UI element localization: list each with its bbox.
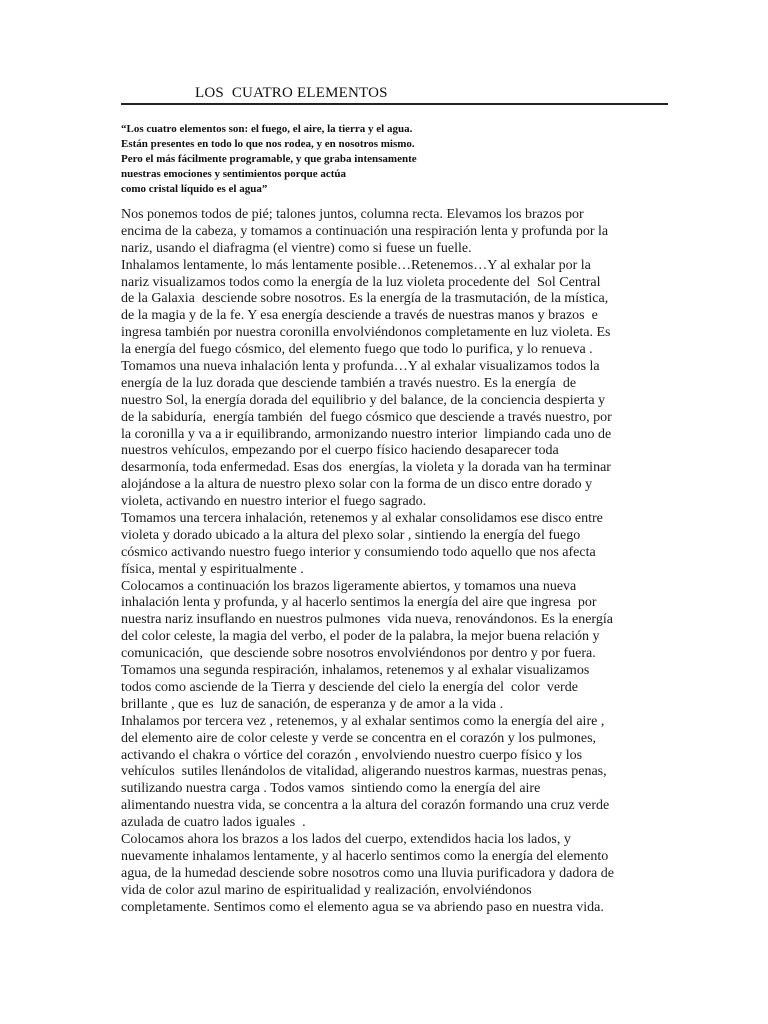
body-line: violeta y dorado ubicado a la altura del plexo solar , sintiendo la energía del fuego xyxy=(121,527,581,543)
body-line: azulada de cuatro lados iguales . xyxy=(121,815,306,831)
body-line: vida de color azul marino de espiritualidad y realización, envolviéndonos xyxy=(121,882,532,898)
body-line: del color celeste, la magia del verbo, el poder de la palabra, la mejor buena relación y xyxy=(121,629,600,645)
body-line: nariz visualizamos todos como la energía de la luz violeta procedente del Sol Central xyxy=(121,274,601,290)
body-line: ingresa también por nuestra coronilla envolviéndonos completamente en luz violeta. Es xyxy=(121,325,611,341)
body-line: nuestros vehículos, empezando por el cuerpo físico haciendo desaparecer toda xyxy=(121,443,559,459)
body-line: vehículos sutiles llenándolos de vitalidad, aligerando nuestros karmas, nuestras penas, xyxy=(121,764,607,780)
body-line: activando el chakra o vórtice del corazón , envolviendo nuestro cuerpo físico y los xyxy=(121,747,583,763)
body-line: alojándose a la altura de nuestro plexo solar con la forma de un disco entre dorado y xyxy=(121,477,593,493)
quote-line: Están presentes en todo lo que nos rodea, y en nosotros mismo. xyxy=(121,138,415,150)
quote-line: como cristal líquido es el agua” xyxy=(121,183,268,195)
body-line: la energía del fuego cósmico, del elemento fuego que todo lo purifica, y lo renueva . xyxy=(121,342,593,358)
quote-line: “Los cuatro elementos son: el fuego, el aire, la tierra y el agua. xyxy=(121,123,413,135)
body-line: todos como asciende de la Tierra y desciende del cielo la energía del color verde xyxy=(121,679,578,695)
body-line: nariz, usando el diafragma (el vientre) como si fuese un fuelle. xyxy=(121,240,472,256)
body-line: comunicación, que desciende sobre nosotros envolviéndonos por dentro y por fuera. xyxy=(121,646,596,662)
body-line: encima de la cabeza, y tomamos a continuación una respiración lenta y profunda por la xyxy=(121,223,609,239)
title-underline xyxy=(121,103,668,105)
body-line: del elemento aire de color celeste y verde se concentra en el corazón y los pulmones, xyxy=(121,730,597,746)
body-line: cósmico activando nuestro fuego interior y consumiendo todo aquello que nos afecta xyxy=(121,544,596,560)
body-line: completamente. Sentimos como el elemento agua se va abriendo paso en nuestra vida. xyxy=(121,899,604,915)
body-line: Colocamos a continuación los brazos ligeramente abiertos, y tomamos una nueva xyxy=(121,578,577,594)
body-line: desarmonía, toda enfermedad. Esas dos energías, la violeta y la dorada van ha terminar xyxy=(121,460,611,476)
body-line: Tomamos una segunda respiración, inhalamos, retenemos y al exhalar visualizamos xyxy=(121,663,590,679)
body-line: Inhalamos por tercera vez , retenemos, y al exhalar sentimos como la energía del aire , xyxy=(121,713,605,729)
epigraph-quote xyxy=(121,122,681,197)
body-line: Inhalamos lentamente, lo más lentamente posible…Retenemos…Y al exhalar por la xyxy=(121,257,591,273)
quote-line: nuestras emociones y sentimientos porque actúa xyxy=(121,168,346,180)
body-text xyxy=(121,207,721,916)
body-line: de la magia y de la fe. Y esa energía desciende a través de nuestras manos y brazos e xyxy=(121,308,598,324)
body-line: Nos ponemos todos de pié; talones juntos, columna recta. Elevamos los brazos por xyxy=(121,207,584,222)
body-line: de la Galaxia desciende sobre nosotros. Es la energía de la trasmutación, de la mística, xyxy=(121,291,609,307)
body-line: energía de la luz dorada que desciende también a través nuestro. Es la energía de xyxy=(121,375,577,391)
body-line: agua, de la humedad desciende sobre nosotros como una lluvia purificadora y dadora de xyxy=(121,865,614,881)
body-line: nuevamente inhalamos lentamente, y al hacerlo sentimos como la energía del elemento xyxy=(121,848,609,864)
body-line: física, mental y espiritualmente . xyxy=(121,561,304,577)
body-line: nuestra nariz insuflando en nuestros pulmones vida nueva, renovándonos. Es la energía xyxy=(121,612,613,628)
body-line: violeta, activando en nuestro interior el fuego sagrado. xyxy=(121,494,427,510)
body-line: de la sabiduría, energía también del fuego cósmico que desciende a través nuestro, por xyxy=(121,409,612,425)
body-line: inhalación lenta y profunda, y al hacerlo sentimos la energía del aire que ingresa por xyxy=(121,595,597,611)
body-line: sutilizando nuestra carga . Todos vamos sintiendo como la energía del aire xyxy=(121,781,541,797)
body-line: alimentando nuestra vida, se concentra a la altura del corazón formando una cruz verde xyxy=(121,798,610,814)
body-line: Tomamos una nueva inhalación lenta y profunda…Y al exhalar visualizamos todos la xyxy=(121,359,600,375)
body-line: nuestro Sol, la energía dorada del equilibrio y del balance, de la conciencia despierta y xyxy=(121,392,606,408)
quote-line: Pero el más fácilmente programable, y que graba intensamente xyxy=(121,153,417,165)
body-line: Tomamos una tercera inhalación, retenemos y al exhalar consolidamos ese disco entre xyxy=(121,511,603,527)
body-line: la coronilla y va a ir equilibrando, armonizando nuestro interior limpiando cada uno de xyxy=(121,426,612,442)
document-title: LOS CUATRO ELEMENTOS xyxy=(195,85,388,101)
body-line: Colocamos ahora los brazos a los lados del cuerpo, extendidos hacia los lados, y xyxy=(121,831,571,847)
body-line: brillante , que es luz de sanación, de esperanza y de amor a la vida . xyxy=(121,696,504,712)
